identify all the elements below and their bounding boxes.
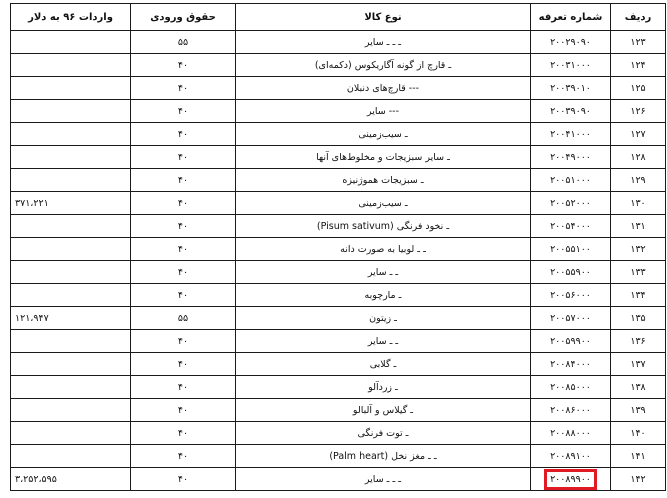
table-body xyxy=(11,31,666,491)
header-row-number: ردیف xyxy=(611,4,666,31)
imports-value-cell xyxy=(11,100,131,123)
tariff-code-cell: ۲۰۰۳۹۰۹۰ xyxy=(531,100,611,123)
tariff-code-cell: ۲۰۰۳۱۰۰۰ xyxy=(531,54,611,77)
imports-value-cell xyxy=(11,77,131,100)
tariff-table xyxy=(10,3,666,491)
tariff-code-cell: ۲۰۰۵۶۰۰۰ xyxy=(531,284,611,307)
header-import-duty: حقوق ورودی xyxy=(131,4,236,31)
header-imports-96-usd: واردات ۹۶ به دلار xyxy=(11,4,131,31)
tariff-code-cell: ۲۰۰۸۹۱۰۰ xyxy=(531,445,611,468)
goods-type-cell: --- قارچ‌های دنبلان xyxy=(236,77,531,100)
table-row xyxy=(11,54,666,77)
imports-value-cell xyxy=(11,376,131,399)
row-number-cell: ۱۲۵ xyxy=(611,77,666,100)
table-row xyxy=(11,77,666,100)
highlighted-tariff-code: ۲۰۰۸۹۹۰۰ xyxy=(544,469,597,490)
tariff-code-cell: ۲۰۰۸۸۰۰۰ xyxy=(531,422,611,445)
tariff-code-cell: ۲۰۰۲۹۰۹۰ xyxy=(531,31,611,54)
row-number-cell: ۱۴۲ xyxy=(611,468,666,491)
imports-value-cell xyxy=(11,238,131,261)
tariff-code-cell: ۲۰۰۴۱۰۰۰ xyxy=(531,123,611,146)
table-row xyxy=(11,261,666,284)
tariff-code-cell: ۲۰۰۵۹۹۰۰ xyxy=(531,330,611,353)
table-row xyxy=(11,192,666,215)
table-row xyxy=(11,215,666,238)
tariff-code-cell xyxy=(531,468,611,491)
import-duty-cell: ۴۰ xyxy=(131,399,236,422)
import-duty-cell: ۴۰ xyxy=(131,330,236,353)
table-row xyxy=(11,100,666,123)
imports-value-cell xyxy=(11,31,131,54)
tariff-code-cell: ۲۰۰۵۱۰۰۰ xyxy=(531,169,611,192)
goods-type-cell: ـ نخود فرنگی (Pisum sativum) xyxy=(236,215,531,238)
table-row xyxy=(11,422,666,445)
import-duty-cell: ۴۰ xyxy=(131,284,236,307)
import-duty-cell: ۴۰ xyxy=(131,146,236,169)
imports-value-cell xyxy=(11,169,131,192)
table-row xyxy=(11,31,666,54)
goods-type-cell: ـ ـ ـ سایر xyxy=(236,31,531,54)
row-number-cell: ۱۲۹ xyxy=(611,169,666,192)
table-row xyxy=(11,445,666,468)
goods-type-cell: ـ گیلاس و آلبالو xyxy=(236,399,531,422)
import-duty-cell: ۴۰ xyxy=(131,77,236,100)
imports-value-cell: ۳،۲۵۲،۵۹۵ xyxy=(11,468,131,491)
goods-type-cell: ـ سایر سبزیجات و مخلوط‌های آنها xyxy=(236,146,531,169)
row-number-cell: ۱۳۸ xyxy=(611,376,666,399)
imports-value-cell xyxy=(11,54,131,77)
import-duty-cell: ۴۰ xyxy=(131,100,236,123)
goods-type-cell: ـ سبزیجات هموژنیزه xyxy=(236,169,531,192)
header-tariff-code: شماره تعرفه xyxy=(531,4,611,31)
row-number-cell: ۱۳۶ xyxy=(611,330,666,353)
row-number-cell: ۱۳۷ xyxy=(611,353,666,376)
goods-type-cell: ـ زیتون xyxy=(236,307,531,330)
import-duty-cell: ۴۰ xyxy=(131,238,236,261)
table-row xyxy=(11,353,666,376)
import-duty-cell: ۴۰ xyxy=(131,353,236,376)
row-number-cell: ۱۳۱ xyxy=(611,215,666,238)
imports-value-cell: ۳۷۱،۲۲۱ xyxy=(11,192,131,215)
tariff-code-cell: ۲۰۰۴۹۰۰۰ xyxy=(531,146,611,169)
goods-type-cell: ـ گلابی xyxy=(236,353,531,376)
imports-value-cell xyxy=(11,261,131,284)
goods-type-cell: ـ سیب‌زمینی xyxy=(236,192,531,215)
import-duty-cell: ۴۰ xyxy=(131,169,236,192)
tariff-code-cell: ۲۰۰۵۴۰۰۰ xyxy=(531,215,611,238)
goods-type-cell: ـ ـ ـ سایر xyxy=(236,468,531,491)
goods-type-cell: ـ قارچ از گونه آگاریکوس (دکمه‌ای) xyxy=(236,54,531,77)
imports-value-cell xyxy=(11,399,131,422)
tariff-code-cell: ۲۰۰۸۴۰۰۰ xyxy=(531,353,611,376)
table-row xyxy=(11,169,666,192)
import-duty-cell: ۴۰ xyxy=(131,215,236,238)
row-number-cell: ۱۴۱ xyxy=(611,445,666,468)
import-duty-cell: ۴۰ xyxy=(131,376,236,399)
table-row xyxy=(11,376,666,399)
row-number-cell: ۱۲۷ xyxy=(611,123,666,146)
table-row xyxy=(11,146,666,169)
tariff-code-cell: ۲۰۰۸۶۰۰۰ xyxy=(531,399,611,422)
table-row xyxy=(11,468,666,491)
tariff-code-cell: ۲۰۰۸۵۰۰۰ xyxy=(531,376,611,399)
goods-type-cell: --- سایر xyxy=(236,100,531,123)
goods-type-cell: ـ ـ مغز نخل (Palm heart) xyxy=(236,445,531,468)
imports-value-cell xyxy=(11,330,131,353)
row-number-cell: ۱۳۳ xyxy=(611,261,666,284)
tariff-code-cell: ۲۰۰۵۵۹۰۰ xyxy=(531,261,611,284)
import-duty-cell: ۴۰ xyxy=(131,192,236,215)
row-number-cell: ۱۳۹ xyxy=(611,399,666,422)
import-duty-cell: ۵۵ xyxy=(131,31,236,54)
goods-type-cell: ـ ـ سایر xyxy=(236,261,531,284)
table-row xyxy=(11,307,666,330)
table-row xyxy=(11,238,666,261)
import-duty-cell: ۴۰ xyxy=(131,445,236,468)
import-duty-cell: ۵۵ xyxy=(131,307,236,330)
row-number-cell: ۱۳۵ xyxy=(611,307,666,330)
row-number-cell: ۱۲۸ xyxy=(611,146,666,169)
table-row xyxy=(11,123,666,146)
tariff-code-cell: ۲۰۰۵۵۱۰۰ xyxy=(531,238,611,261)
row-number-cell: ۱۴۰ xyxy=(611,422,666,445)
import-duty-cell: ۴۰ xyxy=(131,54,236,77)
goods-type-cell: ـ سیب‌زمینی xyxy=(236,123,531,146)
row-number-cell: ۱۳۰ xyxy=(611,192,666,215)
row-number-cell: ۱۳۴ xyxy=(611,284,666,307)
goods-type-cell: ـ زردآلو xyxy=(236,376,531,399)
imports-value-cell xyxy=(11,215,131,238)
tariff-code-cell: ۲۰۰۵۷۰۰۰ xyxy=(531,307,611,330)
imports-value-cell xyxy=(11,445,131,468)
goods-type-cell: ـ ـ لوبیا به صورت دانه xyxy=(236,238,531,261)
imports-value-cell xyxy=(11,353,131,376)
import-duty-cell: ۴۰ xyxy=(131,422,236,445)
tariff-code-cell: ۲۰۰۵۲۰۰۰ xyxy=(531,192,611,215)
row-number-cell: ۱۳۲ xyxy=(611,238,666,261)
goods-type-cell: ـ توت فرنگی xyxy=(236,422,531,445)
table-row xyxy=(11,399,666,422)
imports-value-cell xyxy=(11,123,131,146)
import-duty-cell: ۴۰ xyxy=(131,261,236,284)
row-number-cell: ۱۲۶ xyxy=(611,100,666,123)
import-duty-cell: ۴۰ xyxy=(131,123,236,146)
row-number-cell: ۱۲۴ xyxy=(611,54,666,77)
goods-type-cell: ـ مارچوبه xyxy=(236,284,531,307)
table-row xyxy=(11,330,666,353)
imports-value-cell: ۱۲۱،۹۴۷ xyxy=(11,307,131,330)
imports-value-cell xyxy=(11,284,131,307)
header-row xyxy=(11,4,666,31)
tariff-code-cell: ۲۰۰۳۹۰۱۰ xyxy=(531,77,611,100)
import-duty-cell: ۴۰ xyxy=(131,468,236,491)
row-number-cell: ۱۲۳ xyxy=(611,31,666,54)
imports-value-cell xyxy=(11,422,131,445)
table-row xyxy=(11,284,666,307)
goods-type-cell: ـ ـ سایر xyxy=(236,330,531,353)
header-goods-type: نوع کالا xyxy=(236,4,531,31)
imports-value-cell xyxy=(11,146,131,169)
